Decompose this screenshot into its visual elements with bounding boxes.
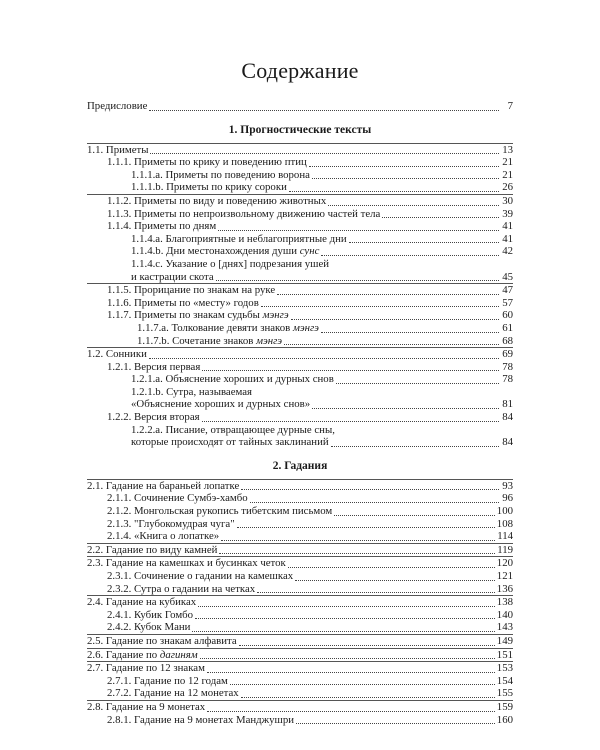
toc-entry[interactable] [87,297,513,310]
toc-entry-text [107,530,219,543]
toc-entry[interactable] [87,492,513,505]
toc-entry-label: 2.4. Гадание на кубиках [87,596,197,609]
toc-entry-text [87,635,237,648]
toc-entry[interactable] [87,661,513,675]
toc-entry-text [107,297,259,310]
dot-leader [218,229,499,231]
dot-leader [291,318,499,320]
toc-entry-text [131,233,347,246]
toc-entry[interactable] [87,335,513,348]
toc-entry-italic-term: мэнгэ [262,309,289,322]
toc-entry-label: 1.2.1.a. Объяснение хороших и дурных снов [131,373,334,386]
dot-leader [202,420,499,422]
toc-entry-page: 41 [502,220,513,233]
toc-entry-label: 1.1.3. Приметы по непроизвольному движению частей тела [107,207,381,220]
toc-entry-text [107,583,255,596]
toc-entry[interactable] [87,621,513,634]
toc-entry-label: 2.7. Гадание по 12 знакам [87,662,205,675]
toc-entry-line1[interactable] [87,386,513,399]
toc-entry-page: 57 [502,296,513,309]
toc-entry-text: 1.2.1.b. Сутра, называемая [131,385,253,398]
toc-entry-label: 2.8. Гадание на 9 монетах [87,700,206,713]
toc-entry-text [107,492,248,505]
toc-entry-text [107,284,275,297]
toc-entry[interactable] [87,156,513,169]
toc-entry[interactable] [87,556,513,570]
toc-entry[interactable] [87,322,513,335]
toc-entry-text [137,322,319,335]
toc-entry[interactable] [87,143,513,157]
dot-leader [239,644,495,646]
dot-leader [309,165,499,167]
toc-entry[interactable] [87,687,513,700]
toc-entry[interactable] [87,518,513,531]
toc-entry-label: 1.1.7.b. Сочетание знаков [137,334,254,347]
dot-leader [149,357,499,359]
dot-leader [284,343,499,345]
toc-entry-page: 60 [502,309,513,322]
toc-entry-page: 21 [502,156,513,169]
toc-entry-label: 2.1.2. Монгольская рукопись тибетским письмом [107,505,333,518]
dot-leader [312,407,499,409]
dot-leader [349,241,499,243]
toc-entry-page: 155 [496,687,513,700]
toc-entry-text [87,544,217,557]
toc-entry-preface[interactable] [87,100,513,113]
toc-entry-page: 84 [502,436,513,449]
dot-leader [149,109,499,111]
toc-entry-text: 1.1.4.c. Указание о [днях] подрезания ушей [131,257,330,270]
toc-entry[interactable] [87,530,513,543]
toc-entry[interactable] [87,595,513,609]
toc-entry-line1[interactable] [87,258,513,271]
toc-entry[interactable] [87,220,513,233]
toc-entry-label: 2.2. Гадание по виду камней [87,543,218,556]
toc-entry-label: 1.1.2. Приметы по виду и поведению животных [107,194,327,207]
toc-entry-page: 136 [496,582,513,595]
toc-entry-label: 2.1.4. «Книга о лопатке» [107,530,220,543]
toc-entry-italic-term: сунс [299,245,320,258]
dot-leader [261,305,499,307]
toc-entry-page: 108 [496,517,513,530]
dot-leader [219,552,495,554]
dot-leader [321,254,499,256]
page-title: Содержание [241,58,359,83]
dot-leader [288,566,495,568]
toc-entry-label: 1.2. Сонники [87,348,147,361]
toc-entry-page: 47 [502,284,513,297]
toc-entry-text: Предисловие [87,100,148,112]
toc-entry-label: 1.2.2. Версия вторая [107,411,200,424]
toc-entry-page: 84 [502,411,513,424]
toc-entry-label: 2.3.1. Сочинение о гадании на камешках [107,570,294,582]
dot-leader [150,152,499,154]
toc-entry-label: 2.1.3. "Глубокомудрая чуга" [107,517,235,530]
toc-entry-label: 1.1.6. Приметы по «месту» годов [107,296,259,309]
toc-entry-text [131,181,287,194]
toc-entry-page: 69 [502,348,513,361]
toc-entry-italic-term: дагиням [159,648,198,661]
dot-leader [334,514,495,516]
toc-entry-label: 2.5. Гадание по знакам алфавита [87,634,237,647]
toc-entry-text [107,714,294,727]
dot-leader [321,331,499,333]
dot-leader [241,488,499,490]
toc-entry-label: 1.1.1. Приметы по крику и поведению птиц [107,156,307,169]
dot-leader [328,204,499,206]
toc-entry-page: 153 [496,662,513,675]
toc-entry-page: 119 [497,543,513,556]
toc-entry[interactable] [87,505,513,518]
toc-entry-page: 21 [502,168,513,181]
toc-entry[interactable] [87,181,513,194]
toc-entry-italic-term: мэнгэ [292,321,319,334]
toc-entry-text [107,675,228,688]
table-of-contents [87,100,513,726]
toc-entry[interactable] [87,675,513,688]
dot-leader [230,683,495,685]
toc-entry-text [107,687,239,700]
toc-entry-page: 149 [496,634,513,647]
toc-entry-label: 1.1.7.a. Толкование девяти знаков [137,321,291,334]
toc-entry-text [131,373,334,386]
toc-entry[interactable] [87,361,513,374]
toc-entry-text [87,596,196,609]
toc-entry-label: 2.3. Гадание на камешках и бусинках четок [87,557,286,570]
toc-entry-text [87,480,239,493]
toc-entry-text [107,361,200,374]
toc-entry-page: 154 [496,674,513,687]
toc-entry-page: 140 [496,608,513,621]
toc-entry-page: 7 [507,100,513,112]
toc-entry-page: 42 [502,245,513,258]
dot-leader [200,657,495,659]
toc-entry[interactable] [87,609,513,622]
toc-entry[interactable] [87,648,513,662]
toc-entry-label: 2.7.2. Гадание на 12 монетах [107,687,239,700]
toc-entry-text [107,195,326,208]
section-heading: 2. Гадания [272,459,328,472]
toc-entry-label: 2.4.1. Кубик Гомбо [107,608,194,621]
toc-entry-page: 93 [502,479,513,492]
toc-entry-text [87,348,147,361]
toc-entry-label: 1.1.4.b. Дни местонахождения души [131,245,298,258]
toc-entry-page: 159 [496,700,513,713]
toc-entry-text [131,169,310,182]
toc-entry-text [107,309,289,322]
dot-leader [195,617,495,619]
dot-leader [331,445,499,447]
dot-leader [296,722,495,724]
toc-entry[interactable] [87,233,513,246]
toc-entry[interactable] [87,309,513,322]
toc-entry[interactable] [87,714,513,727]
dot-leader [216,279,499,281]
toc-entry[interactable] [87,570,513,583]
toc-entry[interactable] [87,271,513,284]
toc-entry[interactable] [87,283,513,297]
toc-entry-page: 41 [502,232,513,245]
toc-entry-text: 1.2.2.a. Писание, отвращающее дурные сны, [131,423,335,436]
dot-leader [336,382,499,384]
dot-leader [237,526,495,528]
toc-entry-label: 1.2.1. Версия первая [107,360,201,373]
toc-entry-text [131,245,319,258]
toc-entry-label: 1.1.1.a. Приметы по поведению ворона [131,168,310,181]
toc-entry-italic-term: мэнгэ [256,334,283,347]
toc-entry-label: 2.3.2. Сутра о гадании на четках [107,582,256,595]
toc-entry-text [107,505,332,518]
toc-entry-label: 2.7.1. Гадание по 12 годам [107,674,228,687]
toc-entry-text [87,662,205,675]
toc-entry-page: 81 [502,398,513,411]
toc-entry-page: 138 [496,596,513,609]
toc-entry-label: 1.1.4. Приметы по дням [107,220,217,233]
toc-entry[interactable] [87,373,513,386]
toc-entry-text [137,335,282,348]
toc-entry-page: 96 [502,492,513,505]
toc-entry-label: 1.1. Приметы [87,143,149,156]
toc-entry-text [107,156,307,169]
toc-entry-text [87,557,286,570]
toc-entry-label: 1.1.5. Прорицание по знакам на руке [107,284,276,297]
toc-entry-page: 100 [496,505,513,518]
dot-leader [207,671,495,673]
toc-entry-page: 39 [502,207,513,220]
toc-entry-line1[interactable] [87,424,513,437]
dot-leader [241,696,495,698]
toc-entry-label: 1.1.7. Приметы по знакам судьбы [107,309,260,322]
toc-entry-page: 13 [502,143,513,156]
dot-leader [207,710,495,712]
toc-entry-label: 2.8.1. Гадание на 9 монетах Манджушри [107,713,295,726]
dot-leader [192,630,494,632]
toc-entry-text [107,570,293,583]
toc-entry-page: 114 [497,530,513,543]
toc-entry-page: 121 [496,570,513,582]
toc-entry-label: 2.4.2. Кубок Мани [107,621,191,634]
section-heading: 1. Прогностические тексты [228,123,372,136]
toc-entry[interactable] [87,634,513,648]
toc-entry-label: 1.1.4.a. Благоприятные и неблагоприятные дни [131,232,347,245]
toc-entry[interactable] [87,411,513,424]
toc-entry-text [87,649,198,662]
toc-entry-page: 61 [502,321,513,334]
toc-entry-page: 30 [502,194,513,207]
toc-entry[interactable] [87,583,513,596]
toc-entry-page: 68 [502,334,513,347]
toc-entry[interactable] [87,245,513,258]
toc-entry-page: 45 [502,270,513,283]
toc-entry[interactable] [87,347,513,361]
toc-entry[interactable] [87,169,513,182]
toc-entry-label: 2.6. Гадание по [87,648,158,661]
toc-entry-page: 78 [502,373,513,386]
toc-entry[interactable] [87,194,513,208]
toc-entry-text: и кастрации скота [131,270,214,283]
dot-leader [295,579,495,581]
toc-entry[interactable] [87,479,513,493]
toc-entry-text [107,208,380,221]
toc-entry[interactable] [87,700,513,714]
toc-entry[interactable] [87,398,513,411]
toc-entry-page: 151 [496,648,513,661]
toc-entry-page: 78 [502,360,513,373]
toc-entry-text: «Объяснение хороших и дурных снов» [131,398,311,411]
toc-entry-text [87,701,205,714]
dot-leader [250,501,499,503]
toc-entry-text [107,220,216,233]
dot-leader [202,369,499,371]
toc-entry-label: 1.1.1.b. Приметы по крику сороки [131,181,287,194]
toc-entry-text [107,621,190,634]
toc-entry-label: 2.1. Гадание на бараньей лопатке [87,479,240,492]
toc-entry-text: которые происходят от тайных заклинаний [131,436,329,449]
dot-leader [221,539,495,541]
toc-entry-text [87,144,148,157]
toc-entry-text [107,609,193,622]
toc-entry[interactable] [87,208,513,221]
dot-leader [277,293,499,295]
toc-entry-page: 120 [496,557,513,570]
toc-entry-page: 160 [496,713,513,726]
toc-entry[interactable] [87,543,513,557]
toc-entry-label: 2.1.1. Сочинение Сумбэ-хамбо [107,492,248,505]
dot-leader [382,216,499,218]
toc-entry-page: 143 [496,621,513,634]
toc-entry-text [107,411,200,424]
toc-entry-page: 26 [502,181,513,194]
dot-leader [289,190,499,192]
toc-entry-text [107,518,235,531]
dot-leader [257,591,495,593]
toc-entry[interactable] [87,436,513,449]
dot-leader [312,177,499,179]
dot-leader [198,605,495,607]
